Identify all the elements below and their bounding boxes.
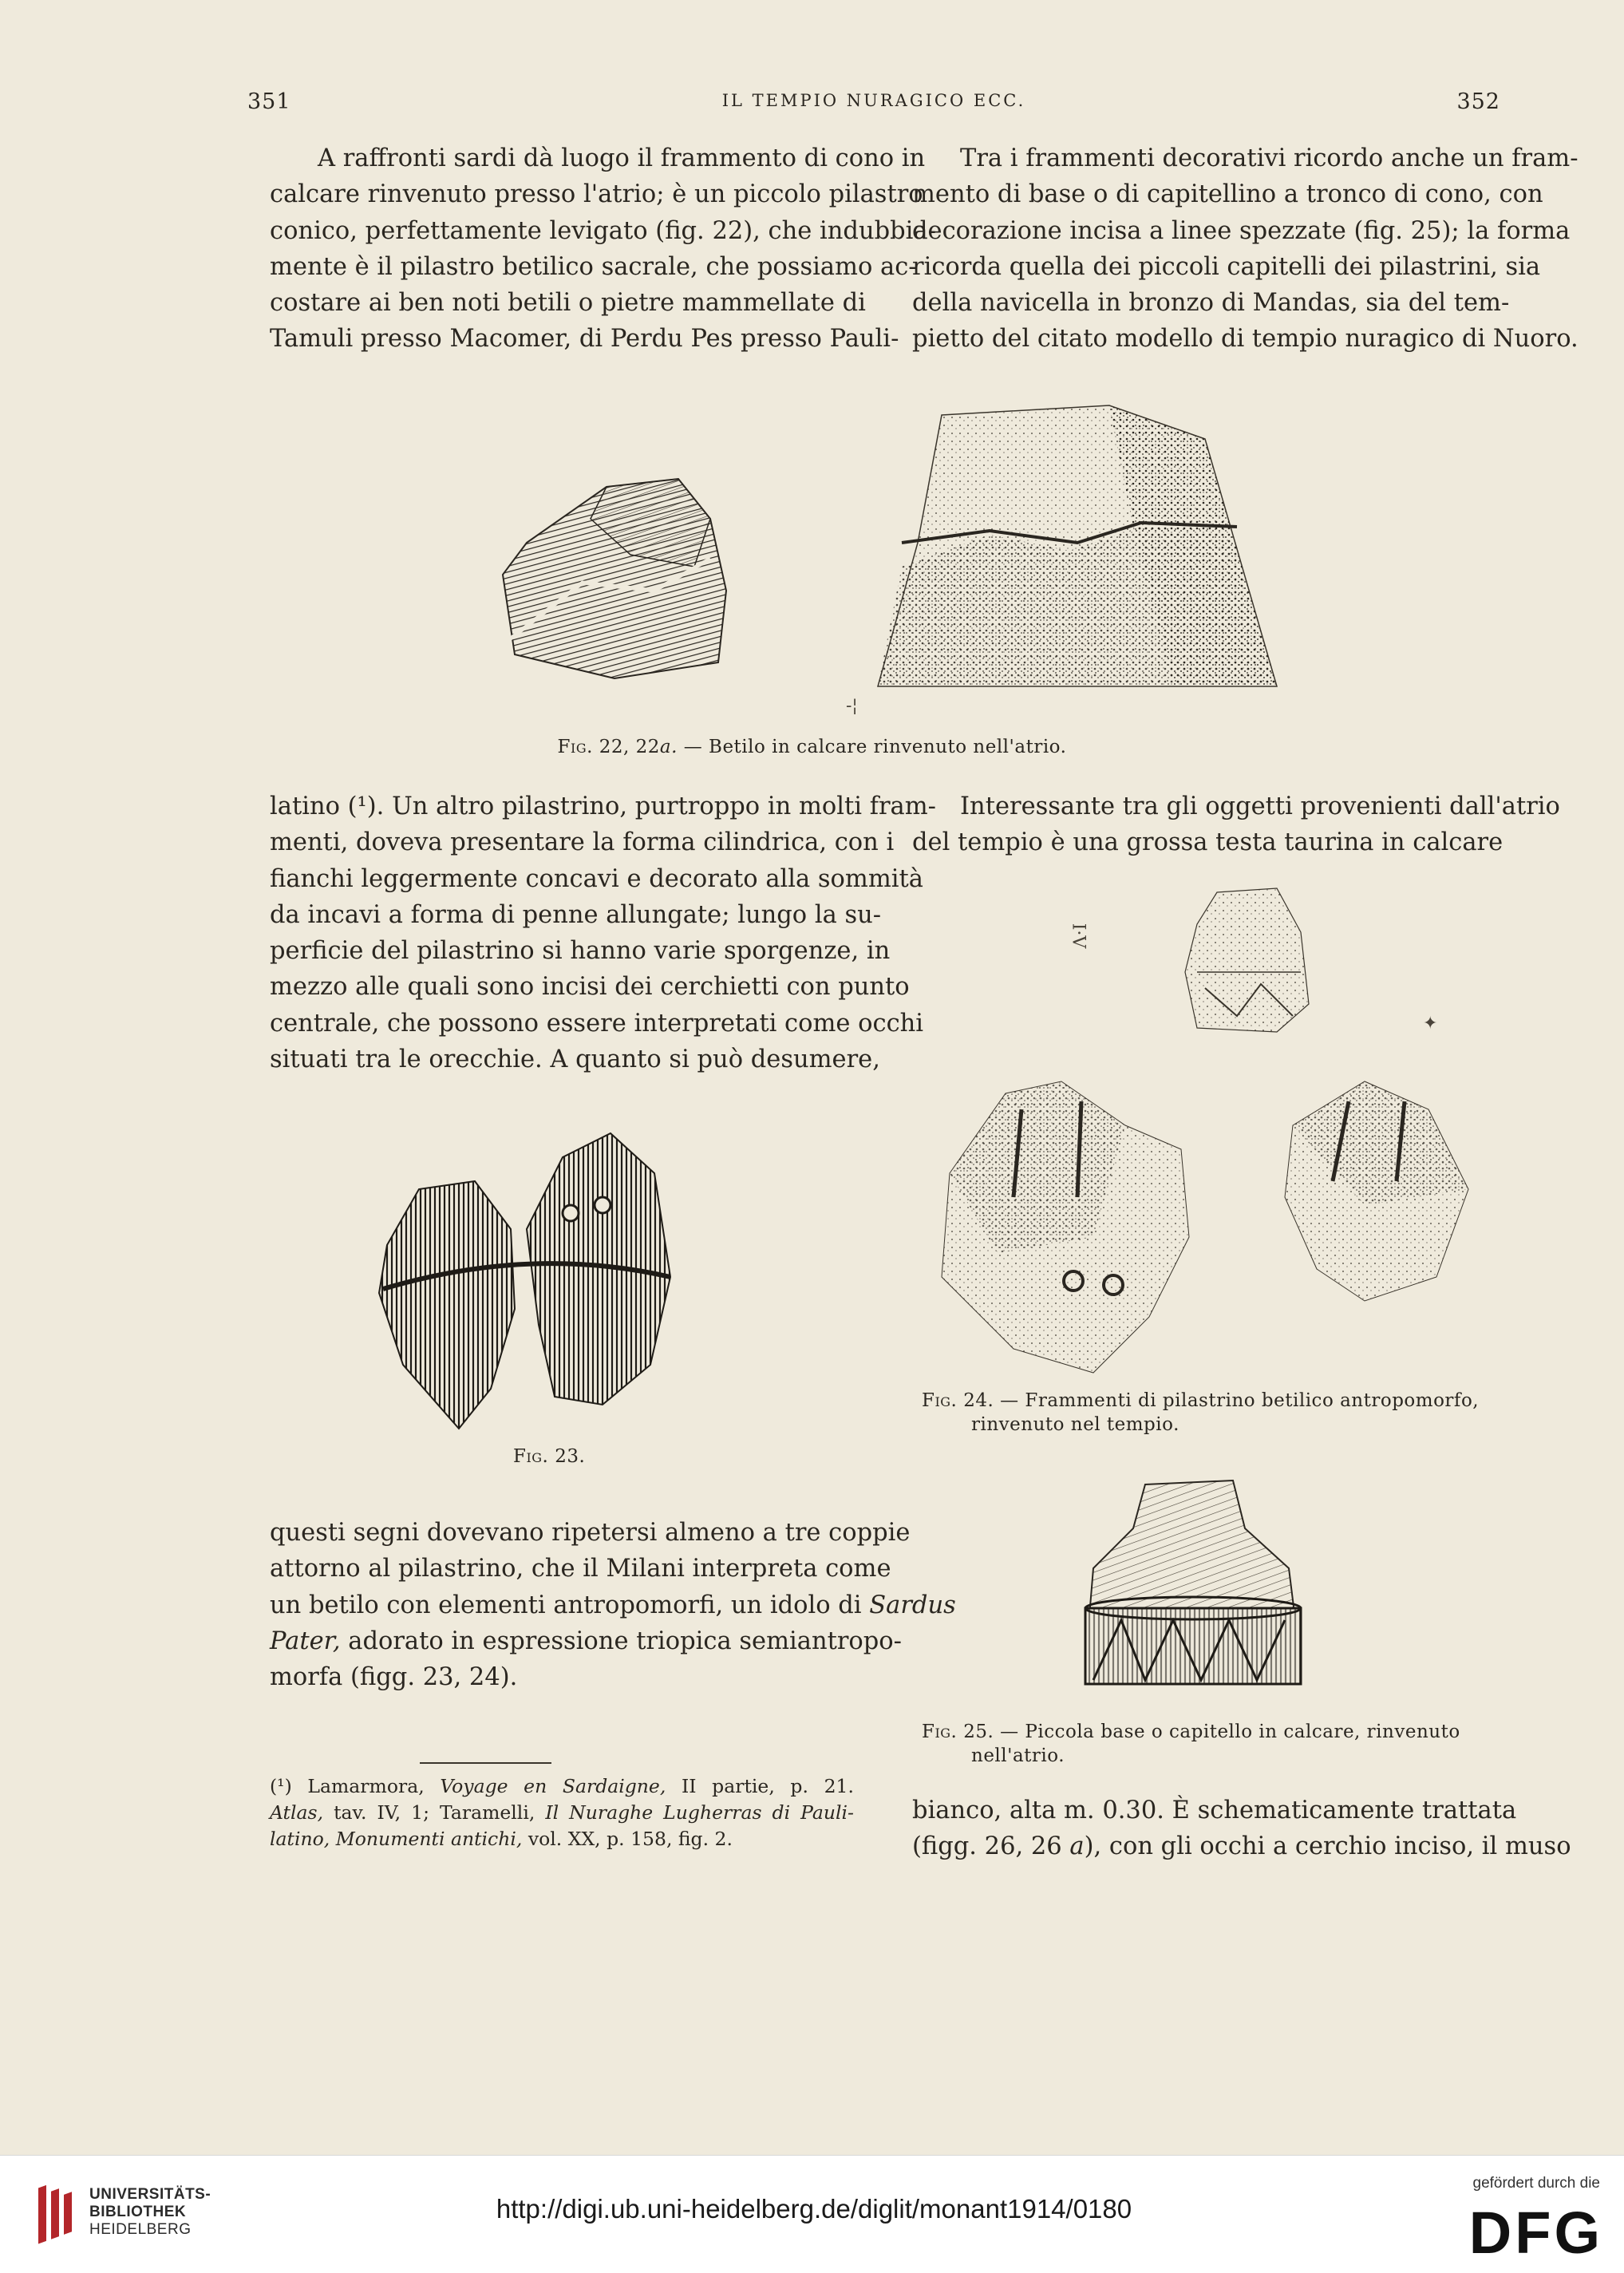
text-fragment: adorato in espressione triopica semiantropo- (348, 1627, 902, 1655)
text-line: Tamuli presso Macomer, di Perdu Pes presso Pauli- (270, 325, 899, 354)
text-italic: Pater, (270, 1627, 341, 1655)
fig-caption-line: rinvenuto nel tempio. (971, 1414, 1179, 1435)
text-line: ricorda quella dei piccoli capitelli dei pilastrini, sia (912, 252, 1541, 281)
text-fragment: vol. XX, p. 158, fig. 2. (528, 1828, 733, 1850)
text-line: mezzo alle quali sono incisi dei cerchietti con punto (270, 973, 910, 1002)
text-line: morfa (figg. 23, 24). (270, 1663, 518, 1692)
text-fragment: un betilo con elementi antropomorfi, un idolo di (270, 1591, 862, 1619)
text-line: decorazione incisa a linee spezzate (fig. 25); la forma (912, 216, 1571, 245)
library-name[interactable] (89, 2186, 211, 2239)
text-line: Tra i frammenti decorativi ricordo anche un fram- (960, 144, 1579, 172)
text-line: mente è il pilastro betilico sacrale, che possiamo ac- (270, 252, 917, 281)
text-line: calcare rinvenuto presso l'atrio; è un piccolo pilastro (270, 180, 923, 209)
library-name-line: UNIVERSITÄTS- (89, 2186, 211, 2203)
bull-head-fragment (1181, 884, 1317, 1036)
text-fragment: tav. IV, 1; Taramelli, (334, 1801, 535, 1824)
text-line: latino (¹). Un altro pilastrino, purtroppo in molti fram- (270, 793, 936, 820)
fig-caption-line: 24. — Frammenti di pilastrino betilico antropomorfo, (963, 1390, 1480, 1411)
text-line (270, 1623, 902, 1659)
fig23-caption (513, 1445, 585, 1469)
digitization-footer-bar (0, 2155, 1624, 2273)
fig-label: Fig. (922, 1722, 958, 1742)
fig-label: Fig. (513, 1446, 549, 1467)
text-line: menti, doveva presentare la forma cilindrica, con i (270, 828, 895, 857)
right-column-top (912, 140, 1579, 358)
fig23-pillar-fragments (371, 1125, 746, 1437)
stray-mark: -¦ (846, 696, 858, 716)
fig-number: 23. (555, 1446, 586, 1467)
permalink-url[interactable]: http://digi.ub.uni-heidelberg.de/diglit/monant1914/0180 (496, 2194, 1132, 2224)
page-number-right: 352 (1456, 89, 1500, 114)
text-line (270, 1587, 956, 1623)
dfg-logo[interactable]: DFG (1468, 2200, 1603, 2266)
text-line: conico, perfettamente levigato (fig. 22), che indubbia- (270, 216, 936, 245)
funding-label: gefördert durch die (1472, 2175, 1600, 2192)
fig-suffix: a. (659, 737, 678, 757)
text-line: attorno al pilastrino, che il Milani interpreta come (270, 1555, 891, 1583)
fig24-pillar-fragments (918, 1077, 1476, 1381)
text-line: della navicella in bronzo di Mandas, sia del tem- (912, 289, 1510, 318)
right-column-bottom (912, 1793, 1571, 1865)
fig-caption-text: — Betilo in calcare rinvenuto nell'atrio. (677, 737, 1067, 757)
text-italic: Atlas, (270, 1801, 324, 1824)
left-column-mid (270, 789, 936, 1077)
text-fragment: (figg. 26, 26 (912, 1832, 1062, 1861)
text-italic: Voyage en Sardaigne, (440, 1775, 666, 1797)
left-column-top (270, 140, 936, 358)
fig22-caption (0, 735, 1624, 759)
text-line: situati tra le orecchie. A quanto si può desumere, (270, 1046, 880, 1074)
fig22-small-fragment (495, 471, 750, 686)
right-column-mid (912, 789, 1560, 861)
text-italic: a (1069, 1832, 1085, 1861)
fig-caption-line: 25. — Piccola base o capitello in calcare, rinvenuto (963, 1722, 1460, 1742)
fig-label: Fig. (557, 737, 593, 757)
library-logo-icon[interactable] (35, 2180, 83, 2250)
text-italic: Sardus (869, 1591, 956, 1619)
footnote-rule (420, 1762, 551, 1764)
text-fragment: ), con gli occhi a cerchio inciso, il muso (1084, 1832, 1571, 1861)
text-line: mento di base o di capitellino a tronco di cono, con (912, 180, 1543, 209)
text-italic: latino, Monumenti antichi, (270, 1828, 523, 1850)
fig25-caption (922, 1720, 1460, 1768)
footnote (270, 1773, 854, 1852)
text-line: fianchi leggermente concavi e decorato alla sommità (270, 864, 923, 893)
page-number-left: 351 (247, 89, 291, 114)
text-line: perficie del pilastrino si hanno varie sporgenze, in (270, 937, 891, 966)
text-italic: Il Nuraghe Lugherras di Pauli- (545, 1801, 854, 1824)
library-name-line: HEIDELBERG (89, 2221, 192, 2238)
text-line: del tempio è una grossa testa taurina in calcare (912, 828, 1503, 857)
text-line: Interessante tra gli oggetti provenienti dall'atrio (960, 793, 1560, 820)
text-fragment: (¹) Lamarmora, (270, 1775, 425, 1797)
left-column-bottom (270, 1515, 956, 1695)
text-line: centrale, che possono essere interpretati come occhi (270, 1009, 924, 1038)
fig24-caption (922, 1389, 1479, 1437)
running-title: IL TEMPIO NURAGICO ECC. (721, 91, 1026, 110)
text-line (912, 1828, 1571, 1864)
footnote-line (270, 1773, 854, 1800)
text-line: pietto del citato modello di tempio nuragico di Nuoro. (912, 325, 1579, 354)
stray-mark: I·V (1068, 923, 1089, 949)
fig25-capital-base (1073, 1473, 1313, 1704)
library-name-line: BIBLIOTHEK (89, 2204, 187, 2220)
text-line: A raffronti sardi dà luogo il frammento di cono in (318, 144, 926, 172)
stray-mark: ✦ (1423, 1014, 1438, 1034)
footnote-line (270, 1800, 854, 1826)
footnote-line (270, 1826, 854, 1852)
text-fragment: II partie, p. 21. (681, 1775, 854, 1797)
text-line: da incavi a forma di penne allungate; lungo la su- (270, 900, 882, 929)
fig-number: 22, 22 (599, 737, 660, 757)
fig22a-truncated-cone (870, 399, 1285, 706)
text-line: costare ai ben noti betili o pietre mammellate di (270, 289, 866, 318)
fig-caption-line: nell'atrio. (971, 1745, 1065, 1766)
running-head (247, 89, 1500, 121)
text-line: questi segni dovevano ripetersi almeno a tre coppie (270, 1519, 911, 1547)
fig-label: Fig. (922, 1390, 958, 1411)
text-line: bianco, alta m. 0.30. È schematicamente trattata (912, 1797, 1517, 1824)
